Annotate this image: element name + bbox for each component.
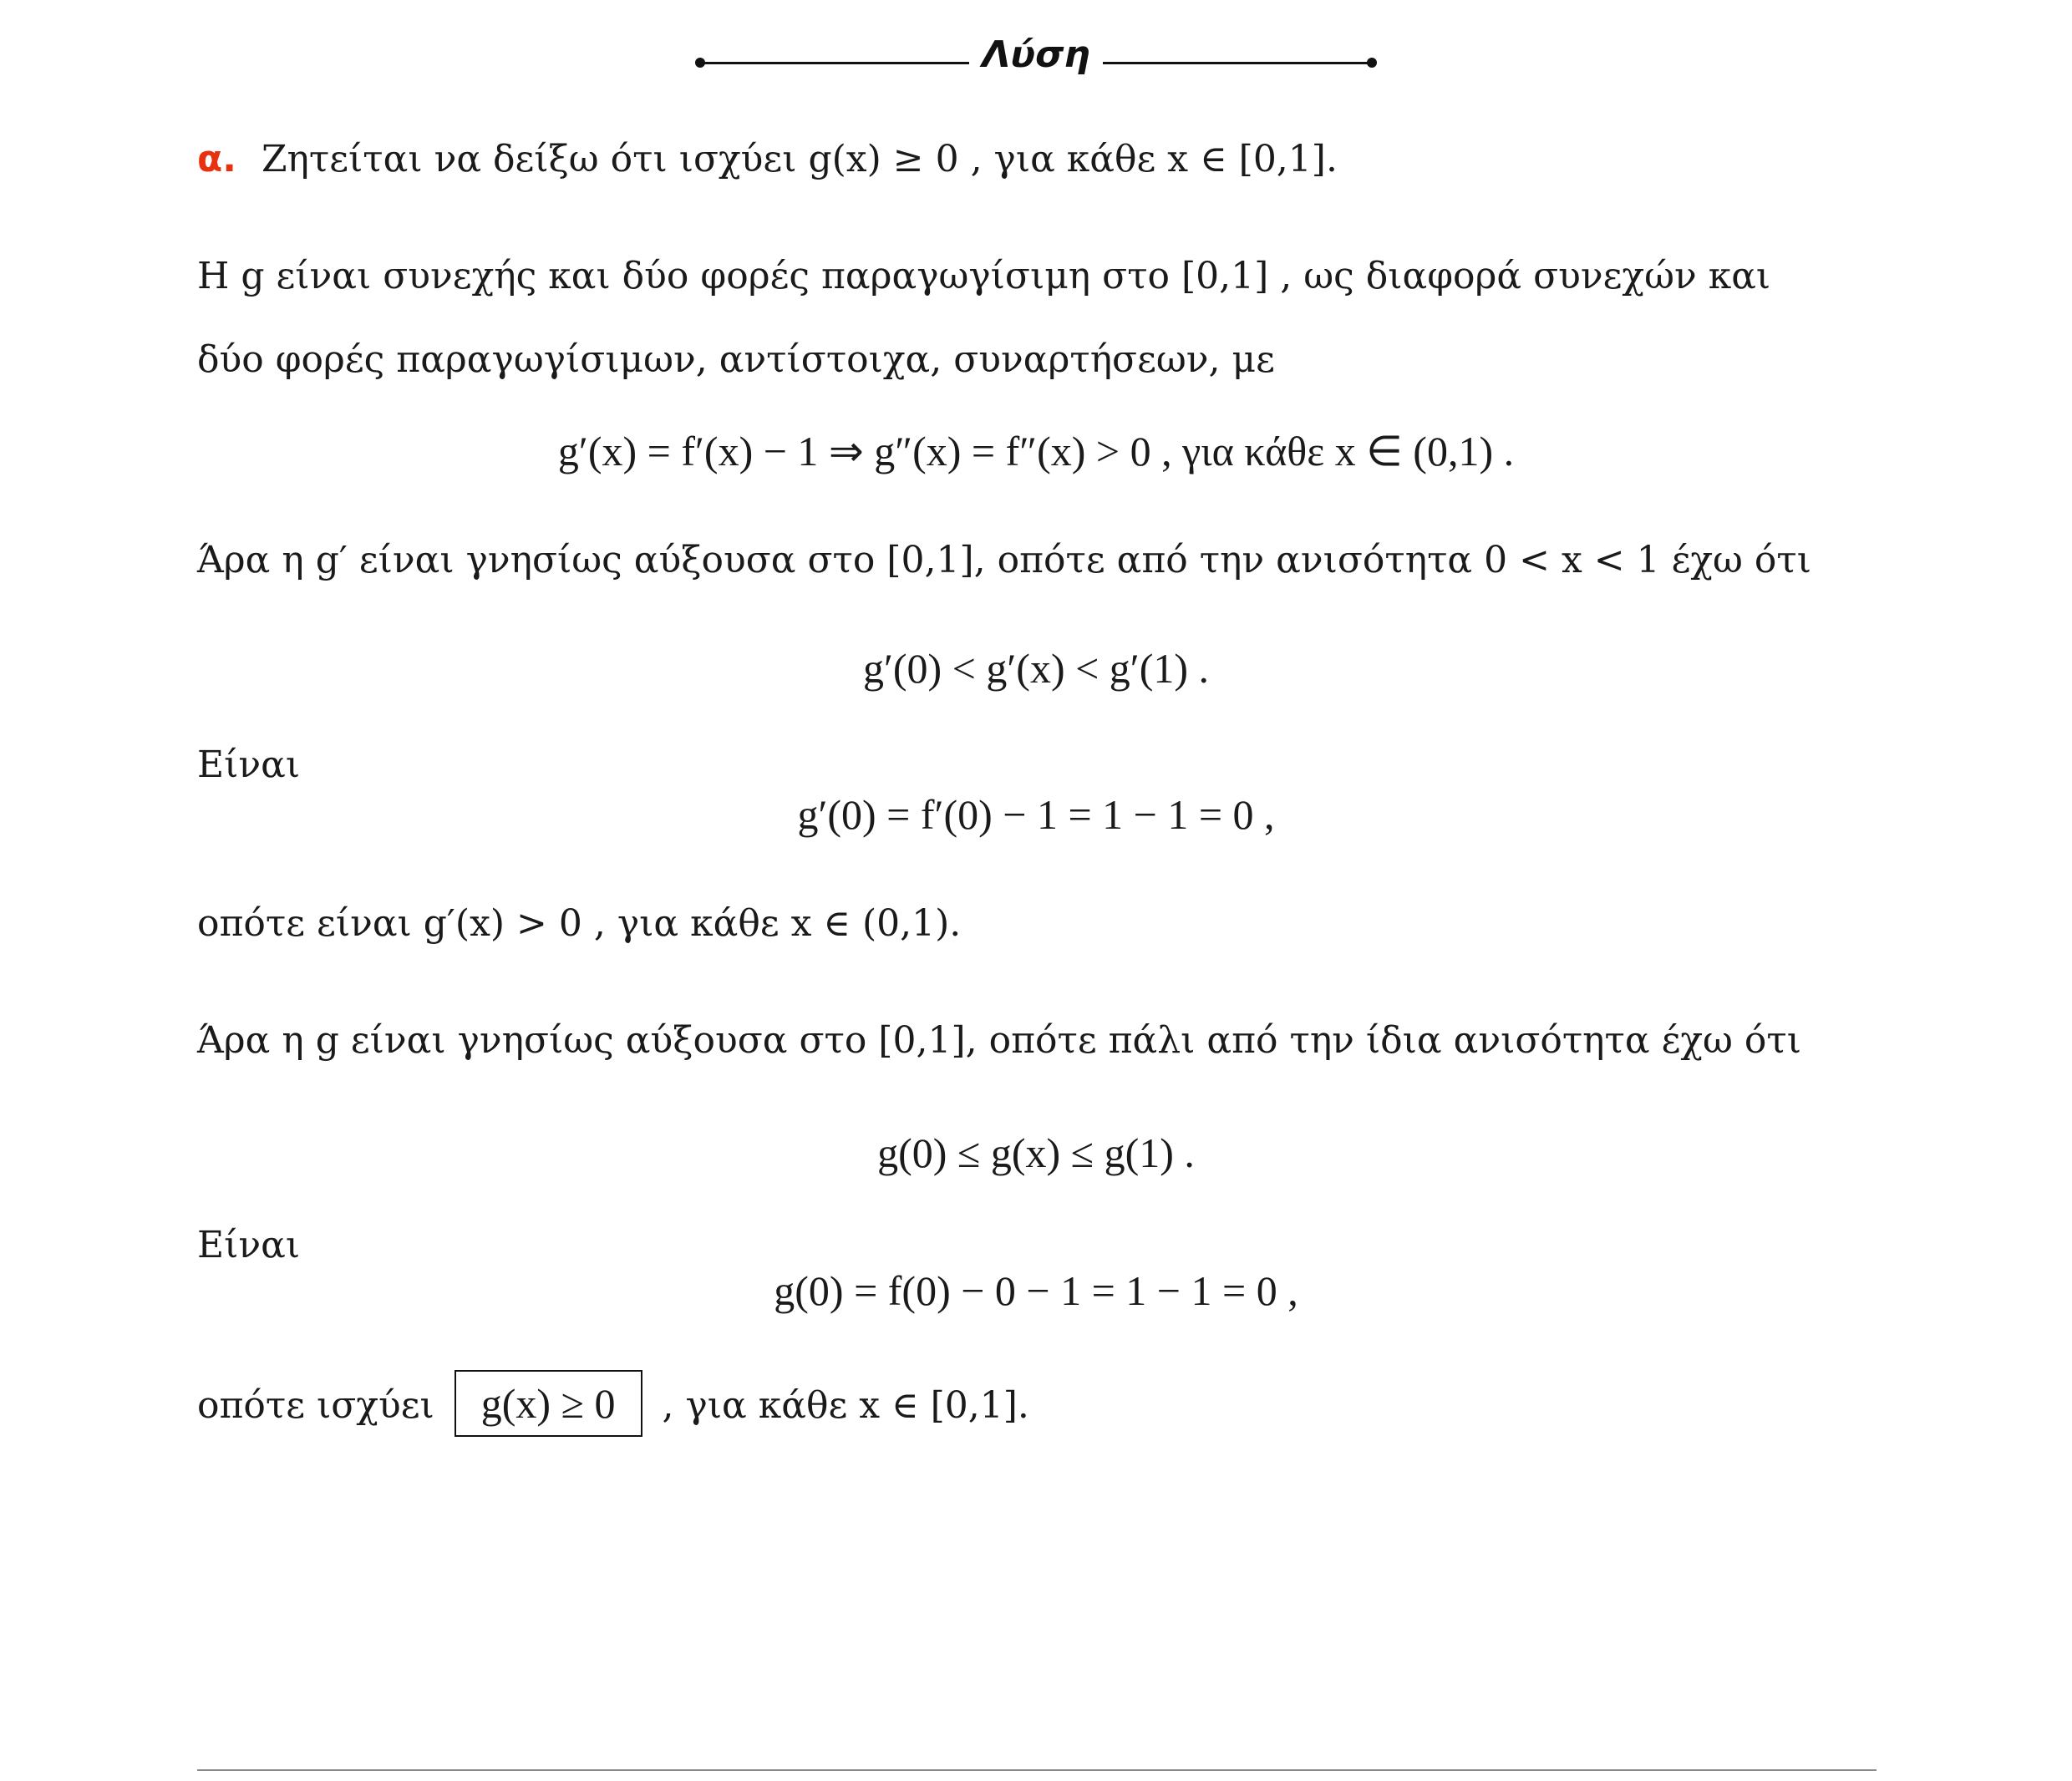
conclusion-prefix: οπότε ισχύει [197,1384,434,1427]
header-left-rule [702,62,969,64]
statement-text: Ζητείται να δείξω ότι ισχύει g(x) ≥ 0 , για κάθε x ∈ [0,1]. [261,138,1338,180]
conclusion-suffix: , για κάθε x ∈ [0,1]. [662,1384,1029,1427]
text-line-einai-1: Είναι [197,743,301,786]
text-line-increasing-derivative: Άρα η g′ είναι γνησίως αύξουσα στο [0,1], οπότε από την ανισότητα 0 < x < 1 έχω ότι [197,539,1812,581]
header-right-rule [1103,62,1370,64]
header-title: Λύση [982,33,1090,76]
equation-function-inequality: g(0) ≤ g(x) ≤ g(1) . [877,1129,1195,1176]
text-line-functions: δύο φορές παραγωγίσιμων, αντίστοιχα, συναρτήσεων, με [197,338,1275,381]
text-line-increasing-function: Άρα η g είναι γνησίως αύξουσα στο [0,1], οπότε πάλι από την ίδια ανισότητα έχω ότι [197,1019,1801,1062]
equation-derivative-at-zero: g′(0) = f′(0) − 1 = 1 − 1 = 0 , [797,791,1275,838]
part-label: α. [197,138,236,180]
equation-derivatives: g′(x) = f′(x) − 1 ⇒ g″(x) = f″(x) > 0 , για κάθε x ∈ (0,1) . [557,428,1515,474]
statement-line [197,138,1338,182]
text-line-einai-2: Είναι [197,1224,301,1266]
conclusion-line [197,1370,1029,1437]
boxed-result: g(x) ≥ 0 [455,1370,642,1437]
equation-function-at-zero: g(0) = f(0) − 0 − 1 = 1 − 1 = 0 , [774,1267,1298,1314]
equation-derivative-inequality: g′(0) < g′(x) < g′(1) . [862,645,1210,692]
footer-rule [197,1769,1876,1771]
text-line-positive-derivative: οπότε είναι g′(x) > 0 , για κάθε x ∈ (0,1). [197,902,962,945]
solution-header [693,33,1379,92]
text-line-continuity: Η g είναι συνεχής και δύο φορές παραγωγίσιμη στο [0,1] , ως διαφορά συνεχών και [197,255,1771,297]
header-right-dot [1367,58,1377,68]
